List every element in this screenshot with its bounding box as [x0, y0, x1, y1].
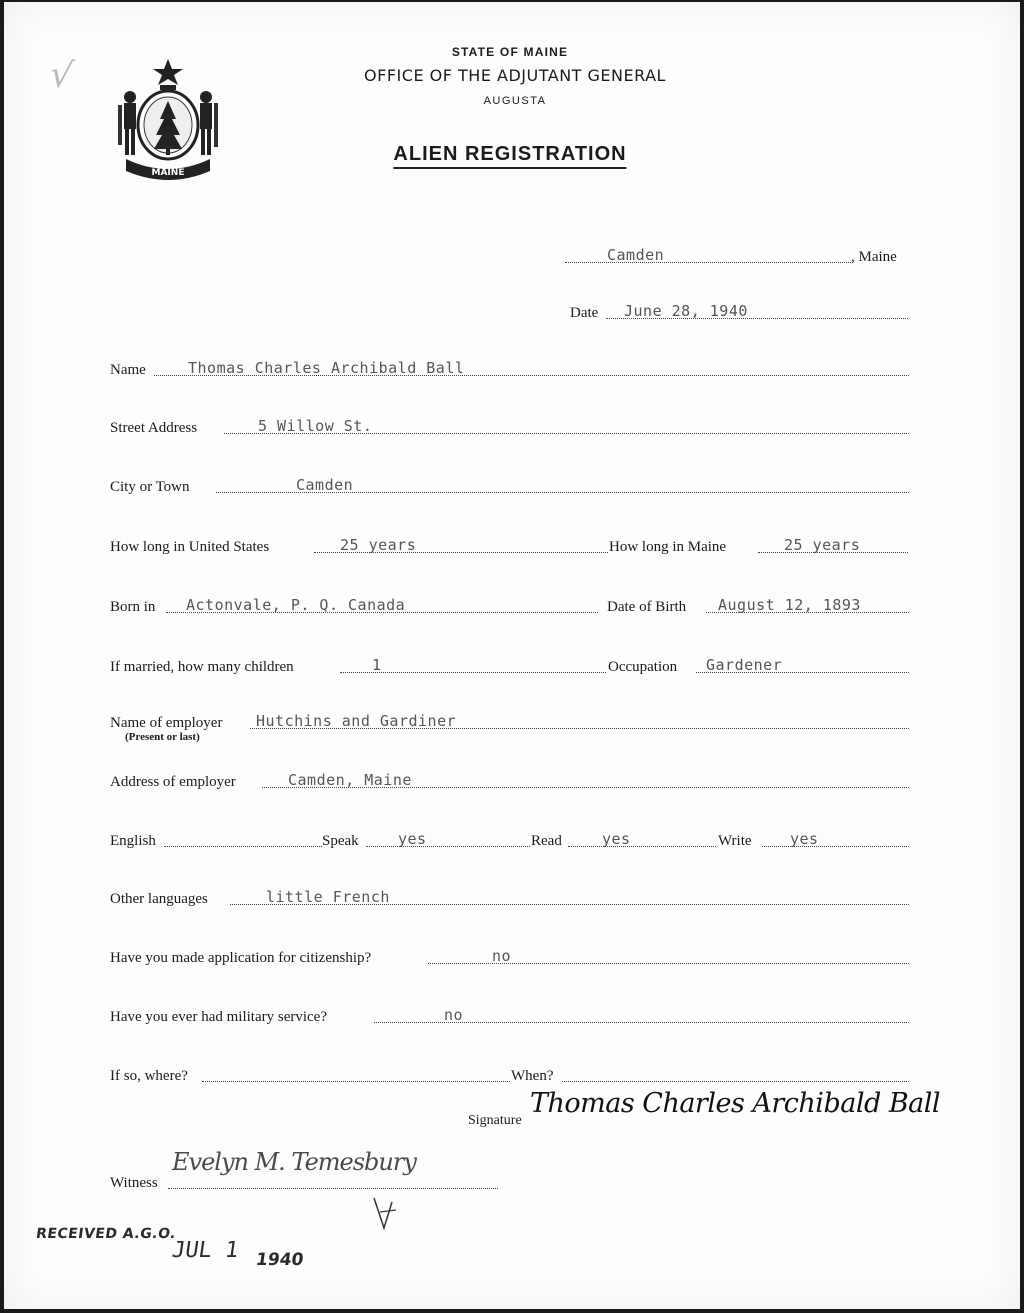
us-label: How long in United States [110, 539, 270, 555]
service-details-row [110, 1063, 910, 1085]
employer-label: Name of employer [110, 715, 223, 731]
employer-address-value: Camden, Maine [288, 771, 412, 789]
street-label: Street Address [110, 420, 198, 436]
when-label: When? [511, 1068, 554, 1084]
signature-label: Signature [468, 1113, 522, 1128]
witness-label: Witness [110, 1175, 158, 1191]
employer-sublabel: (Present or last) [125, 731, 200, 743]
english-row [110, 828, 910, 850]
where-label: If so, where? [110, 1068, 188, 1084]
languages-row [110, 886, 910, 908]
employer-row [110, 710, 910, 732]
employer-value: Hutchins and Gardiner [256, 712, 457, 730]
born-label: Born in [110, 599, 156, 615]
other-languages-label: Other languages [110, 891, 208, 907]
citizenship-label: Have you made application for citizenship? [110, 950, 372, 966]
date-label: Date [570, 305, 599, 321]
city-label: City or Town [110, 479, 190, 495]
when-line [562, 1080, 909, 1082]
family-row [110, 654, 910, 676]
children-value: 1 [372, 656, 382, 674]
witness-mark-icon [370, 1196, 400, 1232]
town-row [565, 244, 915, 266]
city-row [110, 474, 910, 496]
state-seal-image [112, 55, 224, 183]
born-value: Actonvale, P. Q. Canada [186, 596, 406, 614]
street-row [110, 415, 910, 437]
write-label: Write [718, 833, 752, 849]
write-value: yes [790, 830, 819, 848]
employer-address-label: Address of employer [110, 774, 236, 790]
dob-label: Date of Birth [607, 599, 687, 615]
us-value: 25 years [340, 536, 417, 554]
other-languages-value: little French [266, 888, 390, 906]
date-value: June 28, 1940 [624, 302, 748, 320]
signature: Thomas Charles Archibald Ball [530, 1088, 941, 1119]
received-stamp: RECEIVED A.G.O. [34, 1226, 178, 1242]
children-label: If married, how many children [110, 659, 294, 675]
english-line [164, 845, 322, 847]
where-line [202, 1080, 510, 1082]
occupation-value: Gardener [706, 656, 783, 674]
seal-motto: MAINE [151, 168, 185, 178]
name-label: Name [110, 362, 146, 378]
city-value: Camden [296, 476, 354, 494]
residency-row [110, 534, 910, 556]
maine-value: 25 years [784, 536, 861, 554]
dob-value: August 12, 1893 [718, 596, 861, 614]
speak-line [366, 845, 530, 847]
name-row [110, 357, 910, 379]
employer-address-row [110, 769, 910, 791]
street-value: 5 Willow St. [258, 417, 373, 435]
read-label: Read [531, 833, 562, 849]
town-value: Camden [607, 246, 665, 264]
check-mark-icon: √ [47, 53, 76, 98]
read-value: yes [602, 830, 631, 848]
name-value: Thomas Charles Archibald Ball [188, 359, 465, 377]
witness-signature: Evelyn M. Temesbury [172, 1148, 416, 1176]
occupation-label: Occupation [608, 659, 678, 675]
birth-row [110, 594, 910, 616]
received-stamp-date: JUL 1 [170, 1238, 240, 1263]
english-label: English [110, 833, 156, 849]
received-stamp-year: 1940 [254, 1250, 305, 1270]
maine-label: How long in Maine [609, 539, 727, 555]
military-value: no [444, 1006, 464, 1024]
military-row [110, 1004, 910, 1026]
citizenship-value: no [492, 947, 512, 965]
header-city: AUGUSTA [483, 95, 547, 107]
citizenship-row [110, 945, 910, 967]
military-label: Have you ever had military service? [110, 1009, 327, 1025]
speak-value: yes [398, 830, 427, 848]
header-state: STATE OF MAINE [451, 45, 569, 59]
read-line [568, 845, 716, 847]
witness-line [168, 1187, 498, 1189]
date-row [570, 300, 910, 322]
header-office: OFFICE OF THE ADJUTANT GENERAL [364, 66, 666, 85]
town-suffix: , Maine [851, 249, 897, 265]
speak-label: Speak [322, 833, 359, 849]
write-line [762, 845, 909, 847]
form-title: ALIEN REGISTRATION [393, 143, 626, 169]
